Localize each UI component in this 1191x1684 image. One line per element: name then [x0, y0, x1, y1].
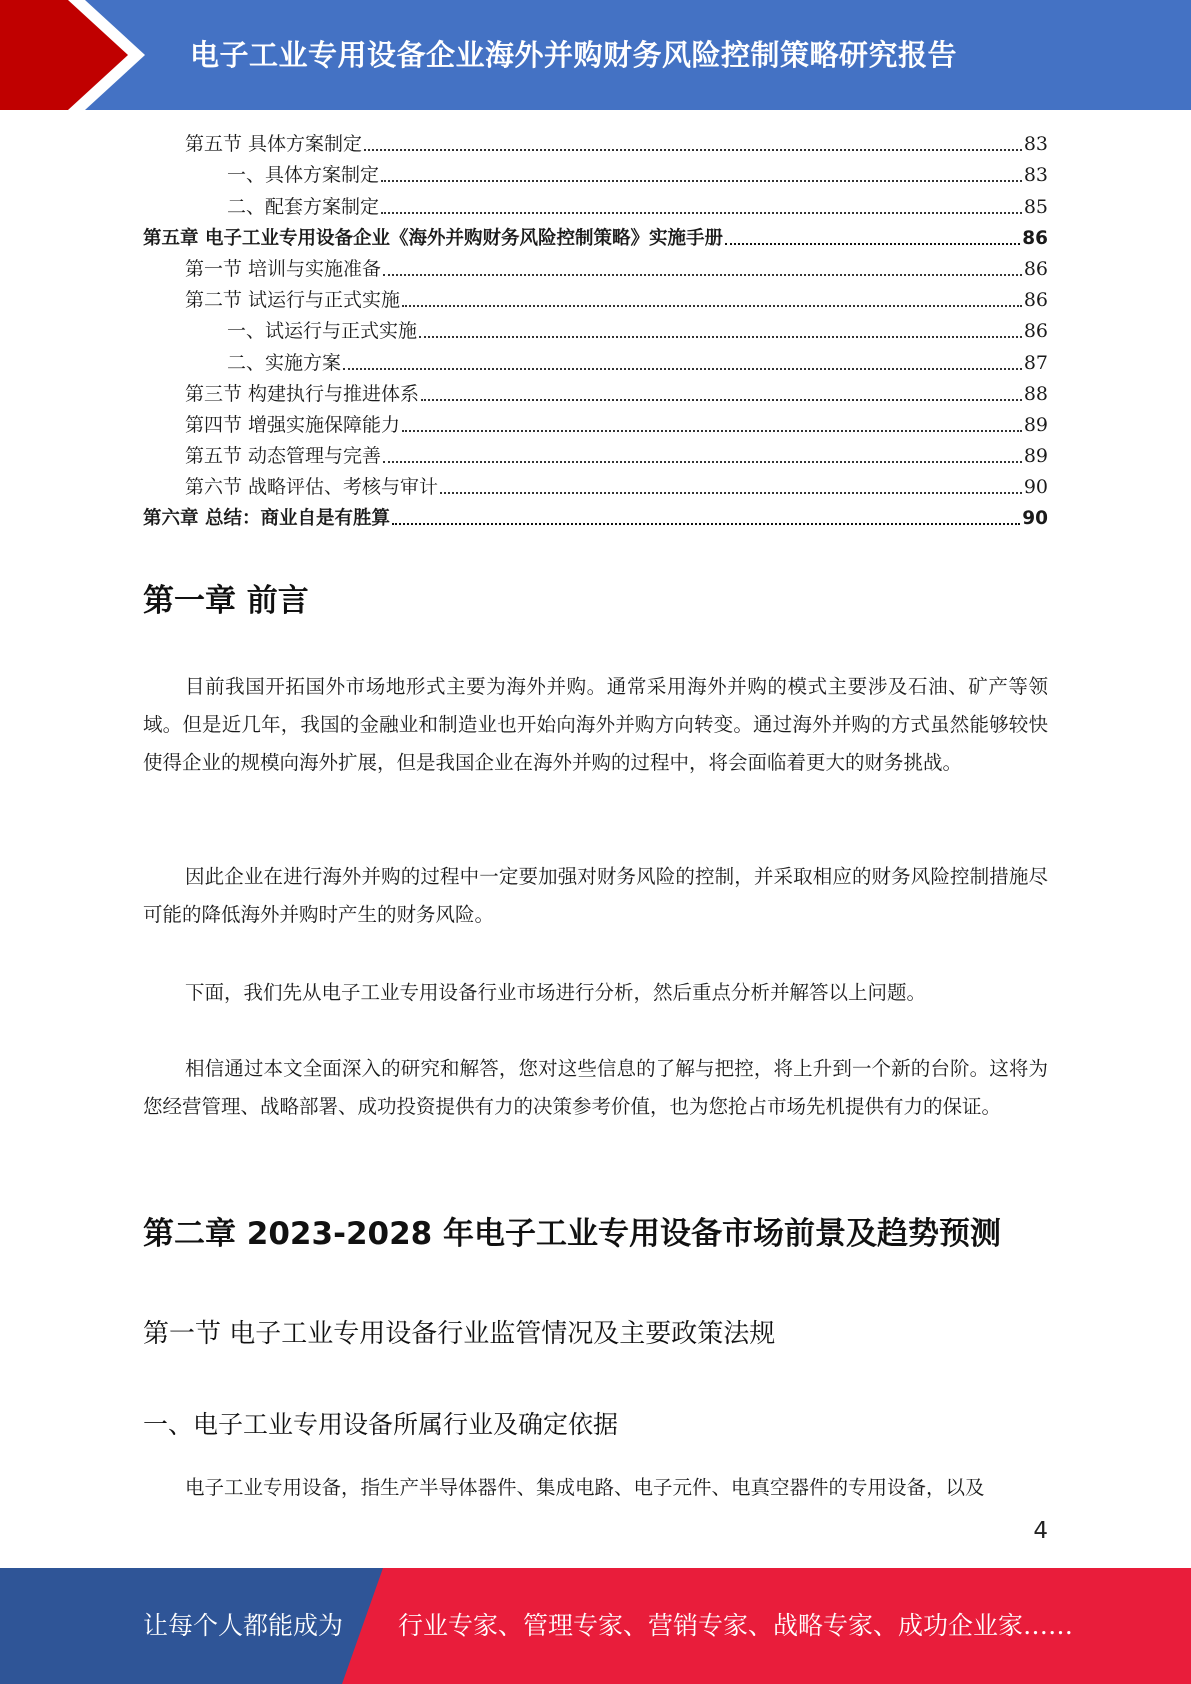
toc-entry-label: 第五章 电子工业专用设备企业《海外并购财务风险控制策略》实施手册 [143, 227, 723, 249]
toc-dot-leader [381, 180, 1022, 182]
toc-dot-leader [392, 523, 1020, 525]
table-of-contents [143, 129, 1048, 534]
toc-entry-label: 第三节 构建执行与推进体系 [185, 382, 420, 405]
toc-entry-page: 88 [1023, 382, 1048, 405]
page-number: 4 [1033, 1518, 1048, 1544]
toc-entry[interactable] [143, 191, 1048, 222]
page-header [0, 0, 1191, 110]
toc-dot-leader [421, 399, 1022, 401]
footer-slogan-left: 让每个人都能成为 [143, 1611, 344, 1640]
toc-entry[interactable] [143, 441, 1048, 472]
toc-entry-label: 一、具体方案制定 [227, 164, 380, 187]
toc-entry-label: 第五节 动态管理与完善 [185, 445, 382, 468]
toc-entry-page: 83 [1023, 133, 1048, 156]
toc-entry-page: 86 [1022, 227, 1048, 249]
toc-entry[interactable] [143, 254, 1048, 285]
toc-entry-label: 二、配套方案制定 [227, 195, 380, 218]
toc-chapter-entry[interactable] [143, 503, 1048, 534]
toc-entry-page: 85 [1023, 195, 1048, 218]
toc-entry-label: 一、试运行与正式实施 [227, 320, 418, 343]
toc-chapter-entry[interactable] [143, 223, 1048, 254]
toc-dot-leader [364, 149, 1022, 151]
toc-entry-label: 第六章 总结：商业自是有胜算 [143, 508, 390, 530]
toc-dot-leader [725, 243, 1020, 245]
toc-dot-leader [402, 430, 1022, 432]
toc-dot-leader [343, 368, 1022, 370]
toc-entry[interactable] [143, 160, 1048, 191]
header-title: 电子工业专用设备企业海外并购财务风险控制策略研究报告 [190, 38, 958, 72]
paragraph: 相信通过本文全面深入的研究和解答，您对这些信息的了解与把控，将上升到一个新的台阶。这将为您经营管理、战略部署、成功投资提供有力的决策参考价值，也为您抢占市场先机提供有力的保证。 [143, 1057, 1048, 1118]
toc-entry-page: 83 [1023, 164, 1048, 187]
toc-entry-page: 89 [1023, 445, 1048, 468]
section-title: 第一节 电子工业专用设备行业监管情况及主要政策法规 [143, 1319, 776, 1349]
toc-entry-label: 第一节 培训与实施准备 [185, 257, 382, 280]
toc-entry[interactable] [143, 410, 1048, 441]
toc-dot-leader [381, 212, 1022, 214]
toc-entry-page: 86 [1023, 257, 1048, 280]
toc-entry-label: 二、实施方案 [227, 351, 342, 374]
toc-entry-page: 90 [1022, 508, 1048, 530]
toc-entry-page: 87 [1023, 351, 1048, 374]
footer-slogan-right: 行业专家、管理专家、营销专家、战略专家、成功企业家…… [398, 1611, 1074, 1640]
paragraph: 目前我国开拓国外市场地形式主要为海外并购。通常采用海外并购的模式主要涉及石油、矿产等领域。但是近几年，我国的金融业和制造业也开始向海外并购方向转变。通过海外并购的方式虽然能够较快使得企业的规模向海外扩展，但是我国企业在海外并购的过程中，将会面临着更大的财务挑战。 [143, 675, 1048, 774]
toc-entry[interactable] [143, 285, 1048, 316]
toc-dot-leader [402, 305, 1022, 307]
page-footer [0, 1568, 1191, 1684]
paragraph: 下面，我们先从电子工业专用设备行业市场进行分析，然后重点分析并解答以上问题。 [185, 981, 927, 1004]
toc-entry-label: 第五节 具体方案制定 [185, 133, 363, 156]
chapter-2-title: 第二章 2023-2028 年电子工业专用设备市场前景及趋势预测 [143, 1216, 1002, 1252]
chapter-1-title: 第一章 前言 [143, 583, 309, 619]
toc-dot-leader [383, 274, 1022, 276]
toc-entry[interactable] [143, 129, 1048, 160]
toc-entry-page: 86 [1023, 289, 1048, 312]
paragraph: 因此企业在进行海外并购的过程中一定要加强对财务风险的控制，并采取相应的财务风险控制措施尽可能的降低海外并购时产生的财务风险。 [143, 865, 1048, 926]
toc-entry[interactable] [143, 316, 1048, 347]
toc-entry[interactable] [143, 379, 1048, 410]
toc-dot-leader [440, 492, 1022, 494]
toc-entry[interactable] [143, 347, 1048, 378]
toc-dot-leader [383, 461, 1022, 463]
toc-entry-label: 第二节 试运行与正式实施 [185, 289, 401, 312]
toc-entry-label: 第六节 战略评估、考核与审计 [185, 476, 439, 499]
subsection-title: 一、电子工业专用设备所属行业及确定依据 [143, 1410, 619, 1439]
toc-entry-label: 第四节 增强实施保障能力 [185, 413, 401, 436]
toc-dot-leader [419, 336, 1022, 338]
paragraph: 电子工业专用设备，指生产半导体器件、集成电路、电子元件、电真空器件的专用设备，以及 [185, 1476, 985, 1499]
toc-entry[interactable] [143, 472, 1048, 503]
toc-entry-page: 86 [1023, 320, 1048, 343]
toc-entry-page: 90 [1023, 476, 1048, 499]
toc-entry-page: 89 [1023, 413, 1048, 436]
header-arrow-decoration [0, 0, 160, 110]
